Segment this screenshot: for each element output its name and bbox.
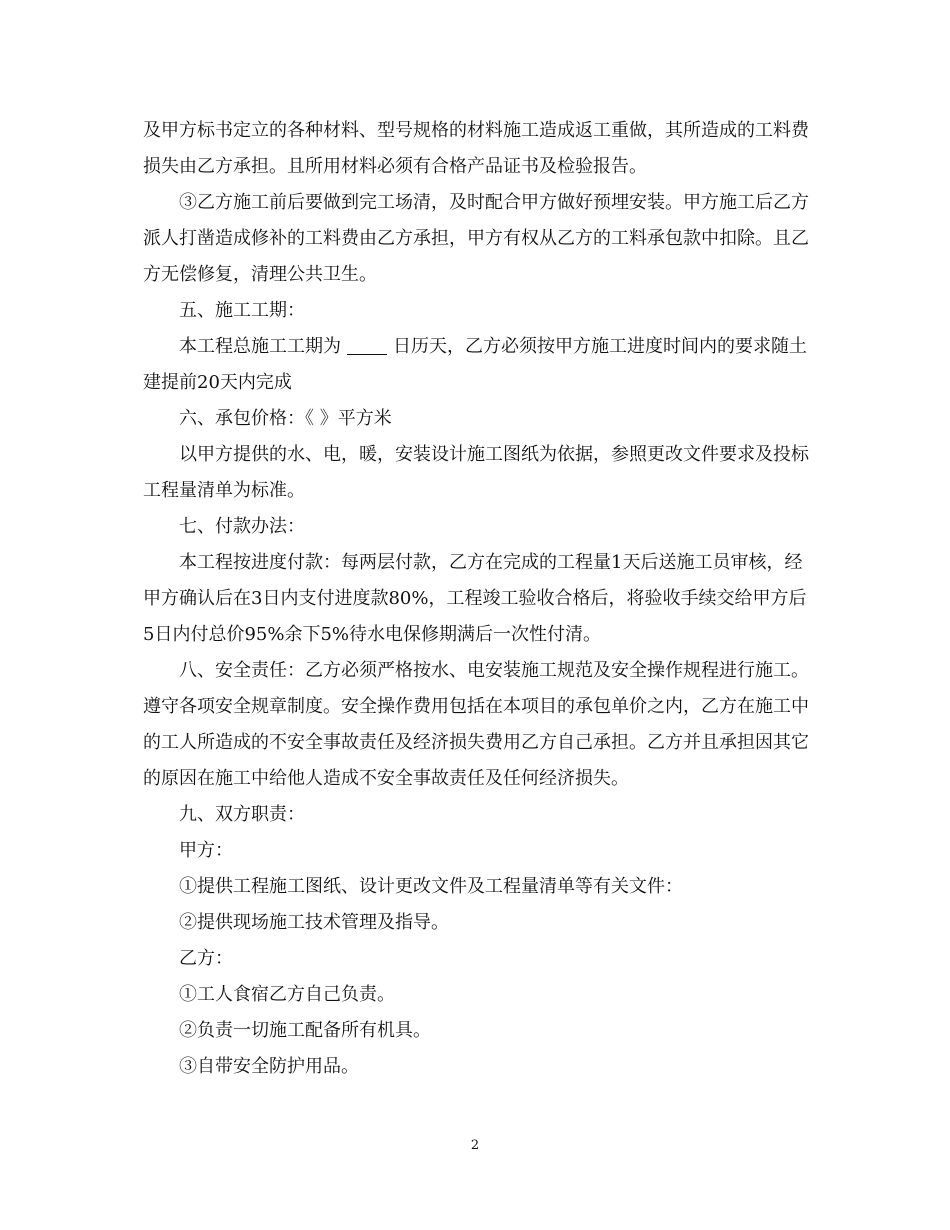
paragraph-6: 以甲方提供的水、电，暖，安装设计施工图纸为依据，参照更改文件要求及投标工程量清单为标准。 [143,444,809,501]
page-number: 2 [470,1138,480,1153]
paragraph-2: ③乙方施工前后要做到完工场清，及时配合甲方做好预埋安装。甲方施工后乙方派人打凿造成修补的工料费由乙方承担，甲方有权从乙方的工料承包款中扣除。且乙方无偿修复，清理公共卫生。 [143,192,809,285]
party-a-heading: 甲方： [179,840,233,861]
section-heading-6: 六、承包价格：《 》平方米 [179,408,392,429]
party-b-item-3: ③自带安全防护用品。 [179,1056,359,1077]
section-heading-5: 五、施工工期： [179,300,305,321]
party-b-item-1: ①工人食宿乙方自己负责。 [179,984,395,1005]
party-b-item-2: ②负责一切施工配备所有机具。 [179,1020,431,1041]
document-body [143,113,815,1085]
party-a-item-1: ①提供工程施工图纸、设计更改文件及工程量清单等有关文件： [179,876,683,897]
party-b-heading: 乙方： [179,948,233,969]
paragraph-construction-period [143,329,815,401]
section-heading-7: 七、付款办法： [179,516,305,537]
period-text-after: 日历天，乙方必须按甲方施工进度时间内的要求随土建提前20天内完成 [143,336,807,393]
paragraph-1: 及甲方标书定立的各种材料、型号规格的材料施工造成返工重做，其所造成的工料费损失由乙方承担。且所用材料必须有合格产品证书及检验报告。 [143,120,809,177]
period-text-before: 本工程总施工工期为 [179,336,341,357]
paragraph-8: 本工程按进度付款：每两层付款，乙方在完成的工程量1天后送施工员审核，经甲方确认后在3日内支付进度款80%，工程竣工验收合格后，将验收手续交给甲方后5日内付总价95%余下5%待水电保修期满后一次性付清。 [143,552,807,645]
party-a-item-2: ②提供现场施工技术管理及指导。 [179,912,449,933]
blank-underline [347,336,387,355]
section-heading-9: 九、双方职责： [179,804,305,825]
paragraph-safety: 八、安全责任：乙方必须严格按水、电安装施工规范及安全操作规程进行施工。遵守各项安全规章制度。安全操作费用包括在本项目的承包单价之内，乙方在施工中的工人所造成的不安全事故责任及经济损失费用乙方自己承担。乙方并且承担因其它的原因在施工中给他人造成不安全事故责任及任何经济损失。 [143,660,809,789]
